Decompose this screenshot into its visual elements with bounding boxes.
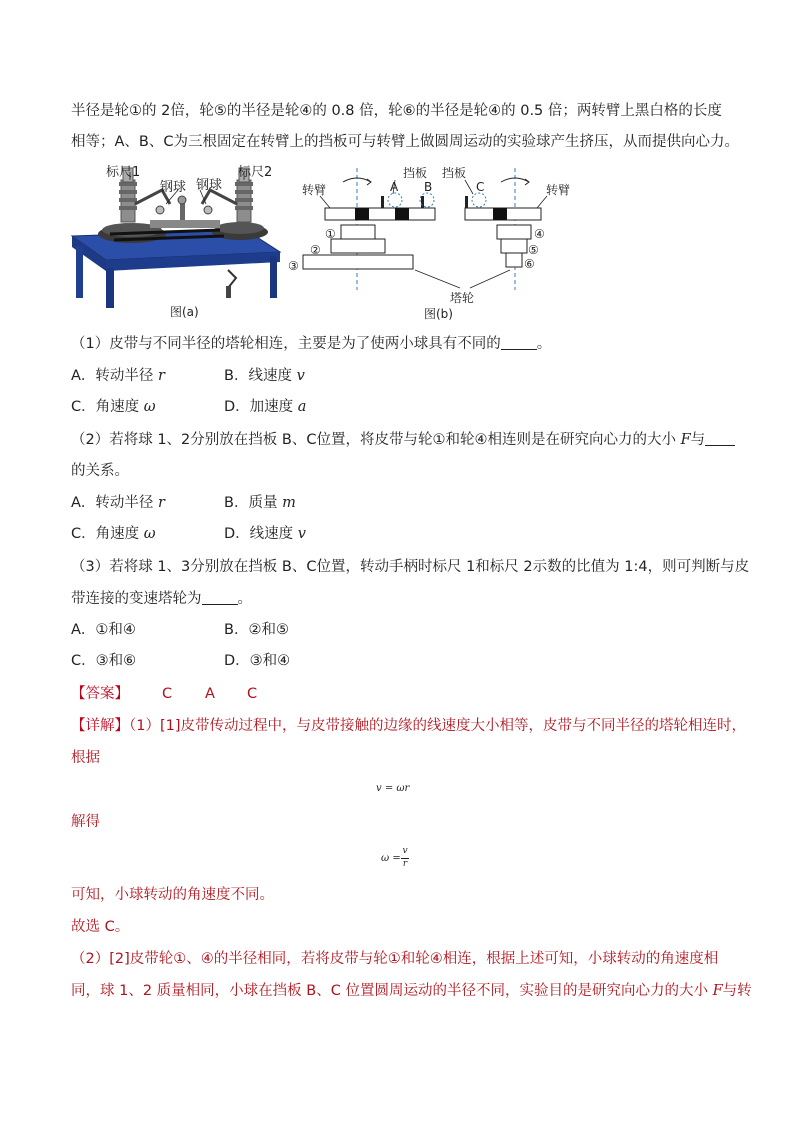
figure-a-caption: 图(a) <box>170 305 199 319</box>
q3-option-b: B．②和⑤ <box>224 622 289 638</box>
detail-line-5: 故选 C。 <box>71 919 130 935</box>
detail-line-3: 解得 <box>71 814 100 830</box>
q2-option-d: D．线速度 v <box>224 526 306 542</box>
q2-blank <box>705 431 735 446</box>
q1-blank <box>501 335 537 350</box>
formula-v-equals-omega-r: v = ωr <box>376 783 410 794</box>
label-baffle-c: C <box>476 180 485 194</box>
label-wheel-3: ③ <box>288 259 299 273</box>
answer-label: 【答案】 <box>71 686 129 702</box>
label-wheel-2: ② <box>310 243 321 257</box>
label-wheel-1: ① <box>325 227 336 241</box>
q1-option-c: C．角速度 ω <box>71 399 156 415</box>
q2-stem: （2）若将球 1、2分别放在挡板 B、C位置，将皮带与轮①和轮④相连则是在研究向心力的大小 F与 <box>71 430 735 450</box>
answer-1: C <box>162 686 173 702</box>
label-wheel-5: ⑤ <box>528 243 539 257</box>
detail-line-1: 【详解】（1）[1]皮带传动过程中，与皮带接触的边缘的线速度大小相等，皮带与不同半径的塔轮相连时， <box>71 718 747 734</box>
label-wheel-6: ⑥ <box>524 257 535 271</box>
q2-option-c: C．角速度 ω <box>71 526 156 542</box>
label-arm-left: 转臂 <box>302 183 327 197</box>
q3-stem: （3）若将球 1、3分别放在挡板 B、C位置，转动手柄时标尺 1和标尺 2示数的比值为 1:4，则可判断与皮 <box>71 559 750 575</box>
q2-stem-2: 的关系。 <box>71 463 129 479</box>
label-arm-right: 转臂 <box>546 183 571 197</box>
figure-b-caption: 图(b) <box>424 307 453 321</box>
intro-line-1: 半径是轮①的 2倍，轮⑤的半径是轮④的 0.8 倍，轮⑥的半径是轮④的 0.5 倍；两转臂上黑白格的长度 <box>71 103 722 119</box>
q3-blank <box>202 590 238 605</box>
detail-line-4: 可知，小球转动的角速度不同。 <box>71 887 274 903</box>
q3-option-c: C．③和⑥ <box>71 653 137 669</box>
q3-stem-2: 带连接的变速塔轮为 。 <box>71 591 252 607</box>
q3-option-a: A．①和④ <box>71 622 136 638</box>
label-wheel-4: ④ <box>534 227 545 241</box>
label-baffle-a: A <box>390 180 399 194</box>
q3-option-d: D．③和④ <box>224 653 291 669</box>
intro-line-2: 相等；A、B、C为三根固定在转臂上的挡板可与转臂上做圆周运动的实验球产生挤压，从而提供向心力。 <box>71 134 739 150</box>
q1-option-d: D．加速度 a <box>224 399 307 415</box>
label-baffle-1: 挡板 <box>403 166 428 180</box>
label-tower-wheel: 塔轮 <box>450 291 475 305</box>
answer-3: C <box>247 686 258 702</box>
label-ruler-1: 标尺1 <box>106 165 141 180</box>
q1-option-b: B．线速度 v <box>224 368 305 384</box>
formula-fraction-denominator: r <box>402 859 408 869</box>
detail-line-6: （2）[2]皮带轮①、④的半径相同，若将皮带与轮①和轮④相连，根据上述可知，小球转动的角速度相 <box>71 951 719 967</box>
detail-line-7: 同，球 1、2 质量相同，小球在挡板 B、C 位置圆周运动的半径不同，实验目的是研究向心力的大小 F与转 <box>71 983 752 999</box>
label-baffle-b: B <box>424 180 433 194</box>
detail-label: 【详解】 <box>71 718 129 734</box>
q1-stem: （1）皮带与不同半径的塔轮相连，主要是为了使两小球具有不同的 。 <box>71 336 552 352</box>
q1-option-a: A．转动半径 r <box>71 368 165 384</box>
label-steel-ball-2: 钢球 <box>196 178 223 193</box>
detail-line-2: 根据 <box>71 750 100 766</box>
label-baffle-2: 挡板 <box>442 166 467 180</box>
label-ruler-2: 标尺2 <box>238 165 273 180</box>
q2-option-b: B．质量 m <box>224 495 296 511</box>
formula-omega-lhs: ω = <box>381 853 401 864</box>
label-steel-ball-1: 钢球 <box>160 180 187 195</box>
answer-2: A <box>205 686 215 702</box>
q2-option-a: A．转动半径 r <box>71 495 165 511</box>
formula-fraction-numerator: v <box>402 846 408 856</box>
